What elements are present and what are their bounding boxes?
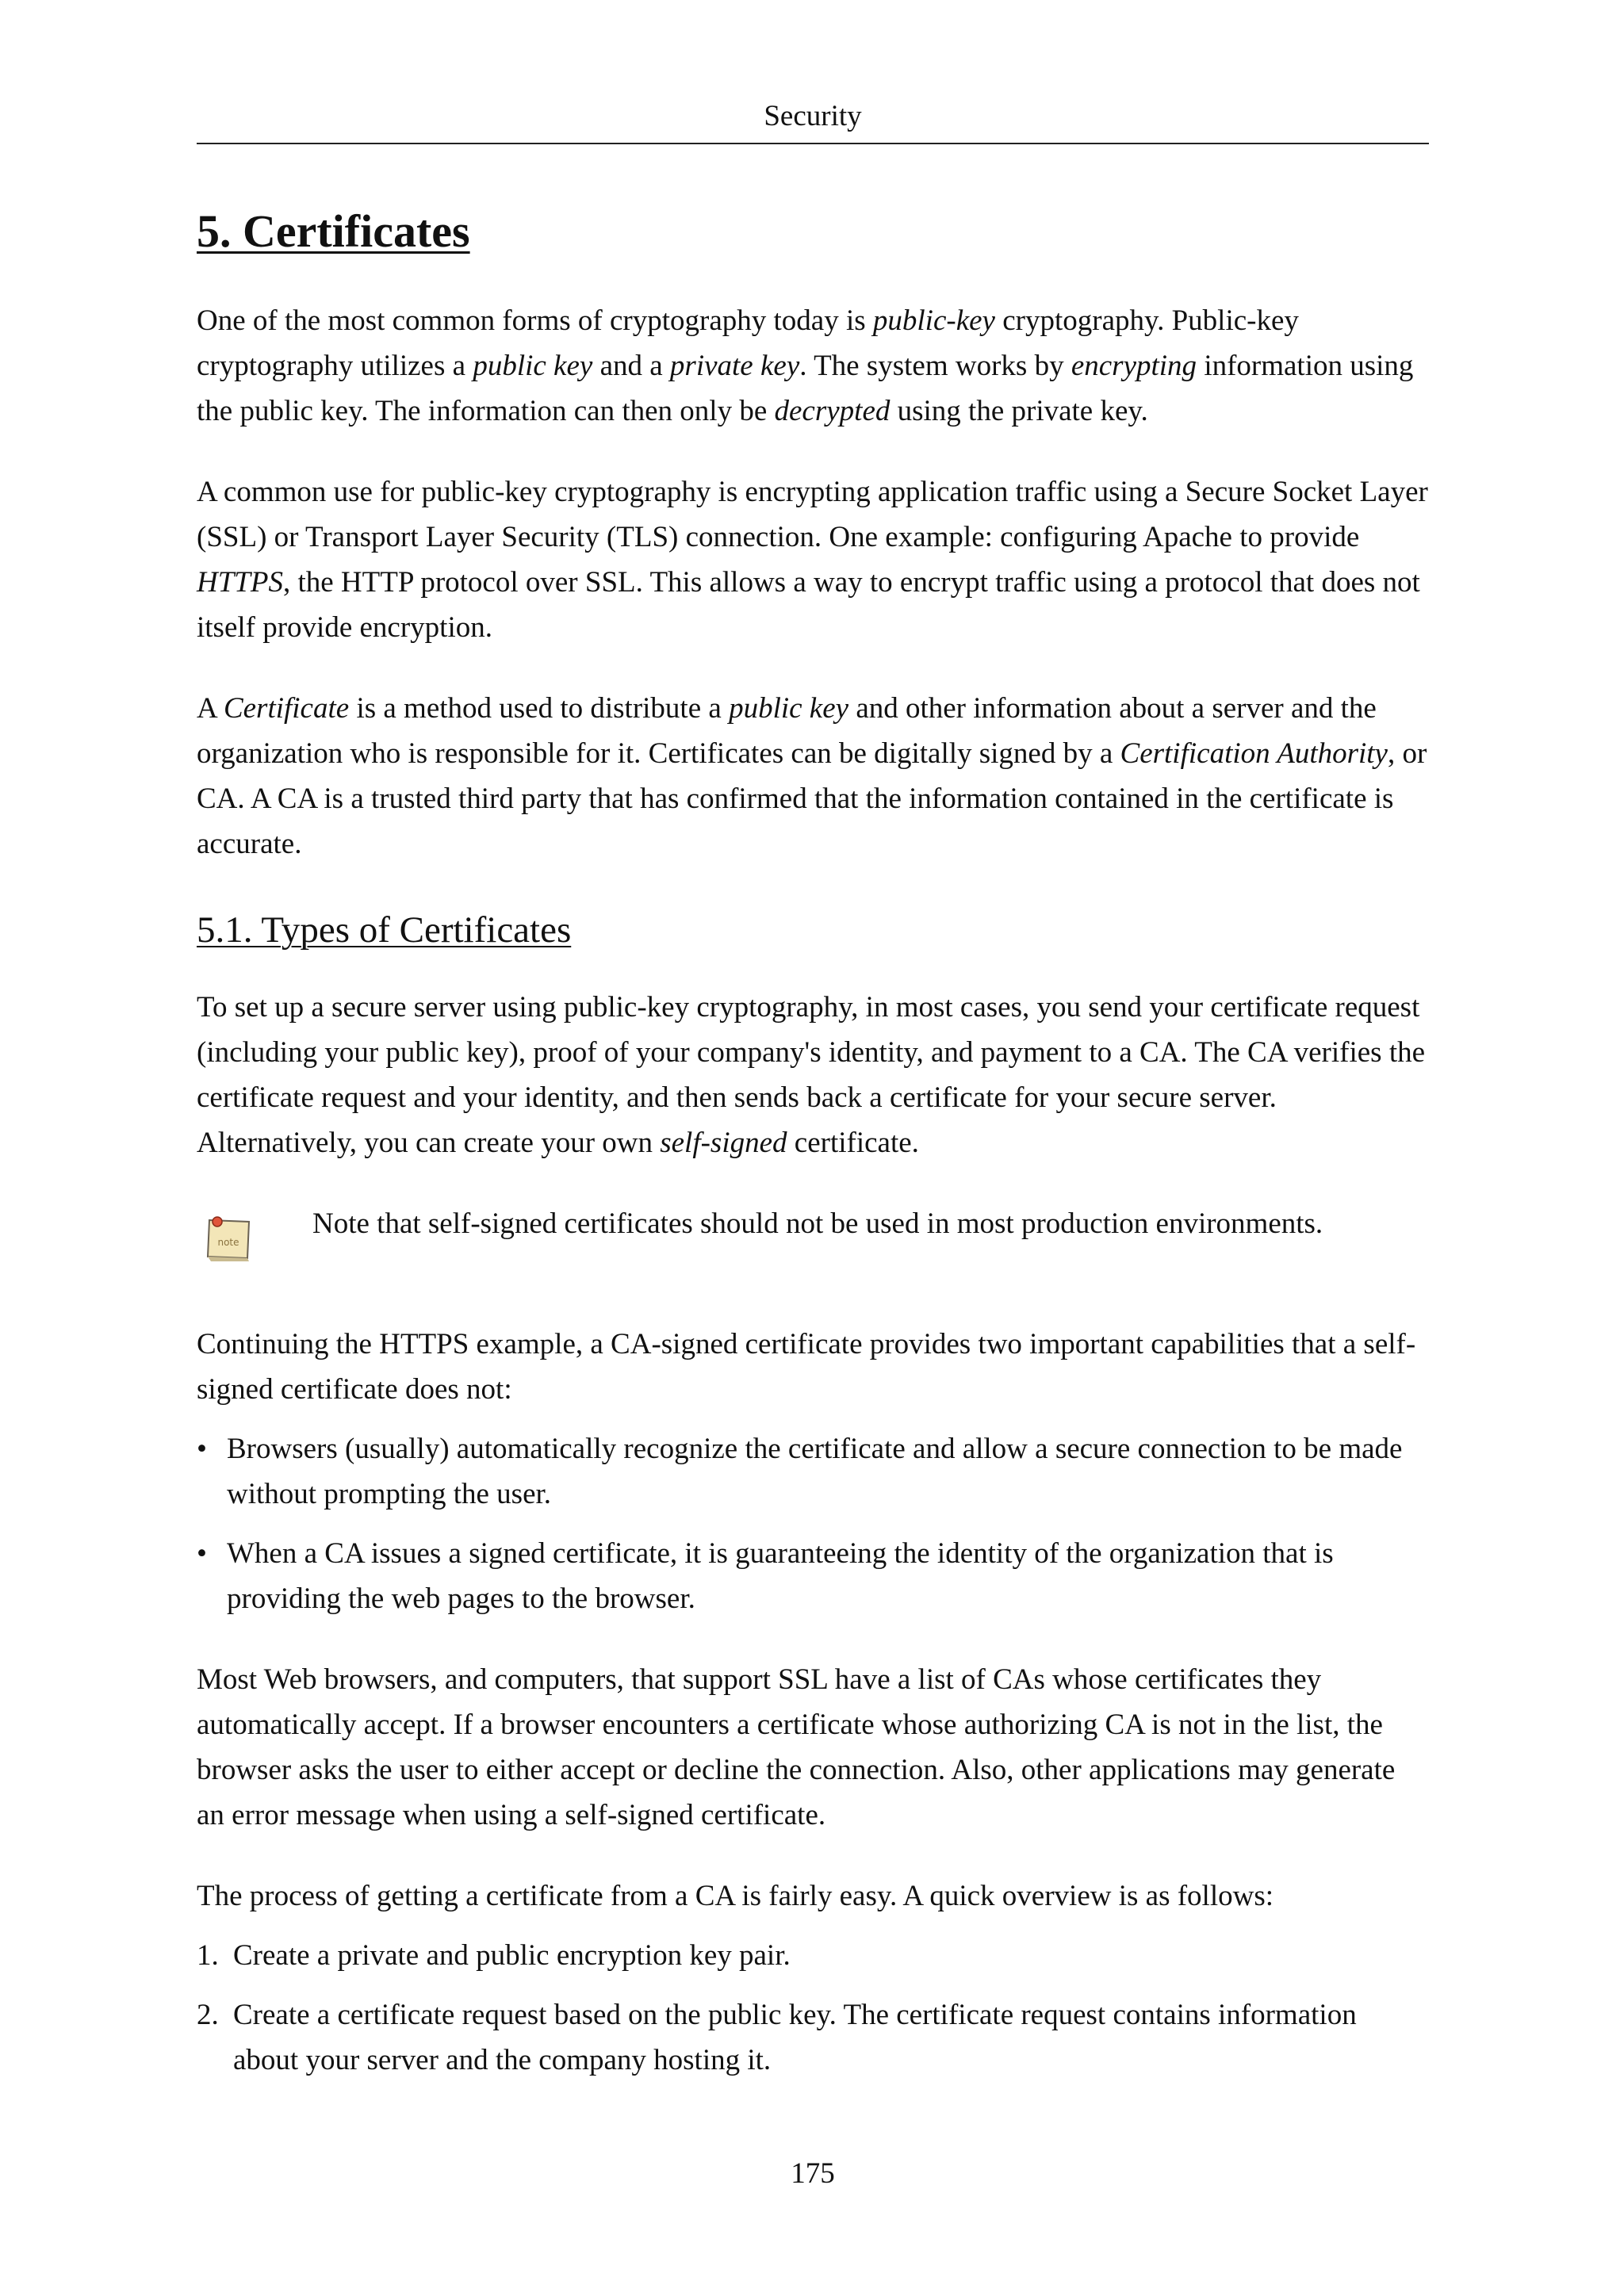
paragraph-process: The process of getting a certificate from a CA is fairly easy. A quick overview is as follows:	[197, 1880, 1274, 1912]
list-item: • When a CA issues a signed certificate, it is guaranteeing the identity of the organization that is providing the web pages to the browser.	[197, 1531, 1429, 1621]
bullet-marker: •	[197, 1537, 207, 1570]
paragraph-ssl-tls: A common use for public-key cryptography is encrypting application traffic using a Secure Socket Layer (SSL) or Transport Layer Security (TLS) connection. One example: configuring Apache to provide HTTPS, the HTTP protocol over SSL. This allows a way to encrypt traffic using a protocol that does not itself provide encryption.	[197, 476, 1428, 644]
note-admonition	[197, 1201, 1429, 1277]
step-number: 2.	[197, 1999, 219, 2031]
list-item: • Browsers (usually) automatically recognize the certificate and allow a secure connection to be made without prompting the user.	[197, 1426, 1429, 1517]
paragraph-browsers: Most Web browsers, and computers, that support SSL have a list of CAs whose certificates they automatically accept. If a browser encounters a certificate whose authorizing CA is not in the list, the browser asks the user to either accept or decline the connection. Also, other applications may generate an error message when using a self-signed certificate.	[197, 1663, 1396, 1831]
paragraph-secure-server: To set up a secure server using public-key cryptography, in most cases, you send your certificate request (including your public key), proof of your company's identity, and payment to a CA. The CA verifies the certificate request and your identity, and then sends back a certificate for your secure server. Alternatively, you can create your own self-signed certificate.	[197, 991, 1426, 1159]
header-rule	[197, 143, 1429, 144]
process-steps	[197, 1933, 1429, 2083]
step-number: 1.	[197, 1939, 219, 1972]
section-title: 5. Certificates	[197, 205, 470, 257]
page-content	[197, 187, 1429, 2118]
paragraph-public-key: One of the most common forms of cryptography today is public-key cryptography. Public-key cryptography utilizes a public key and a private key. The system works by encrypting information using the public key. The information can then only be decrypted using the private key.	[197, 304, 1414, 427]
list-item: 2. Create a certificate request based on the public key. The certificate request contains information about your server and the company hosting it.	[197, 1992, 1429, 2083]
paragraph-continuing: Continuing the HTTPS example, a CA-signed certificate provides two important capabilities that a self-signed certificate does not:	[197, 1328, 1416, 1406]
note-icon	[205, 1214, 254, 1263]
capabilities-list	[197, 1426, 1429, 1621]
bullet-marker: •	[197, 1433, 207, 1465]
note-text: Note that self-signed certificates should not be used in most production environments.	[312, 1207, 1323, 1240]
svg-text:note: note	[217, 1237, 239, 1248]
running-header: Security	[764, 100, 862, 132]
page-number: 175	[791, 2157, 835, 2190]
subsection-title: 5.1. Types of Certificates	[197, 909, 572, 951]
list-item: 1. Create a private and public encryption key pair.	[197, 1933, 1429, 1978]
paragraph-certificate: A Certificate is a method used to distribute a public key and other information about a server and the organization who is responsible for it. Certificates can be digitally signed by a Certification Authority, or CA. A CA is a trusted third party that has confirmed that the information contained in the certificate is accurate.	[197, 692, 1427, 860]
